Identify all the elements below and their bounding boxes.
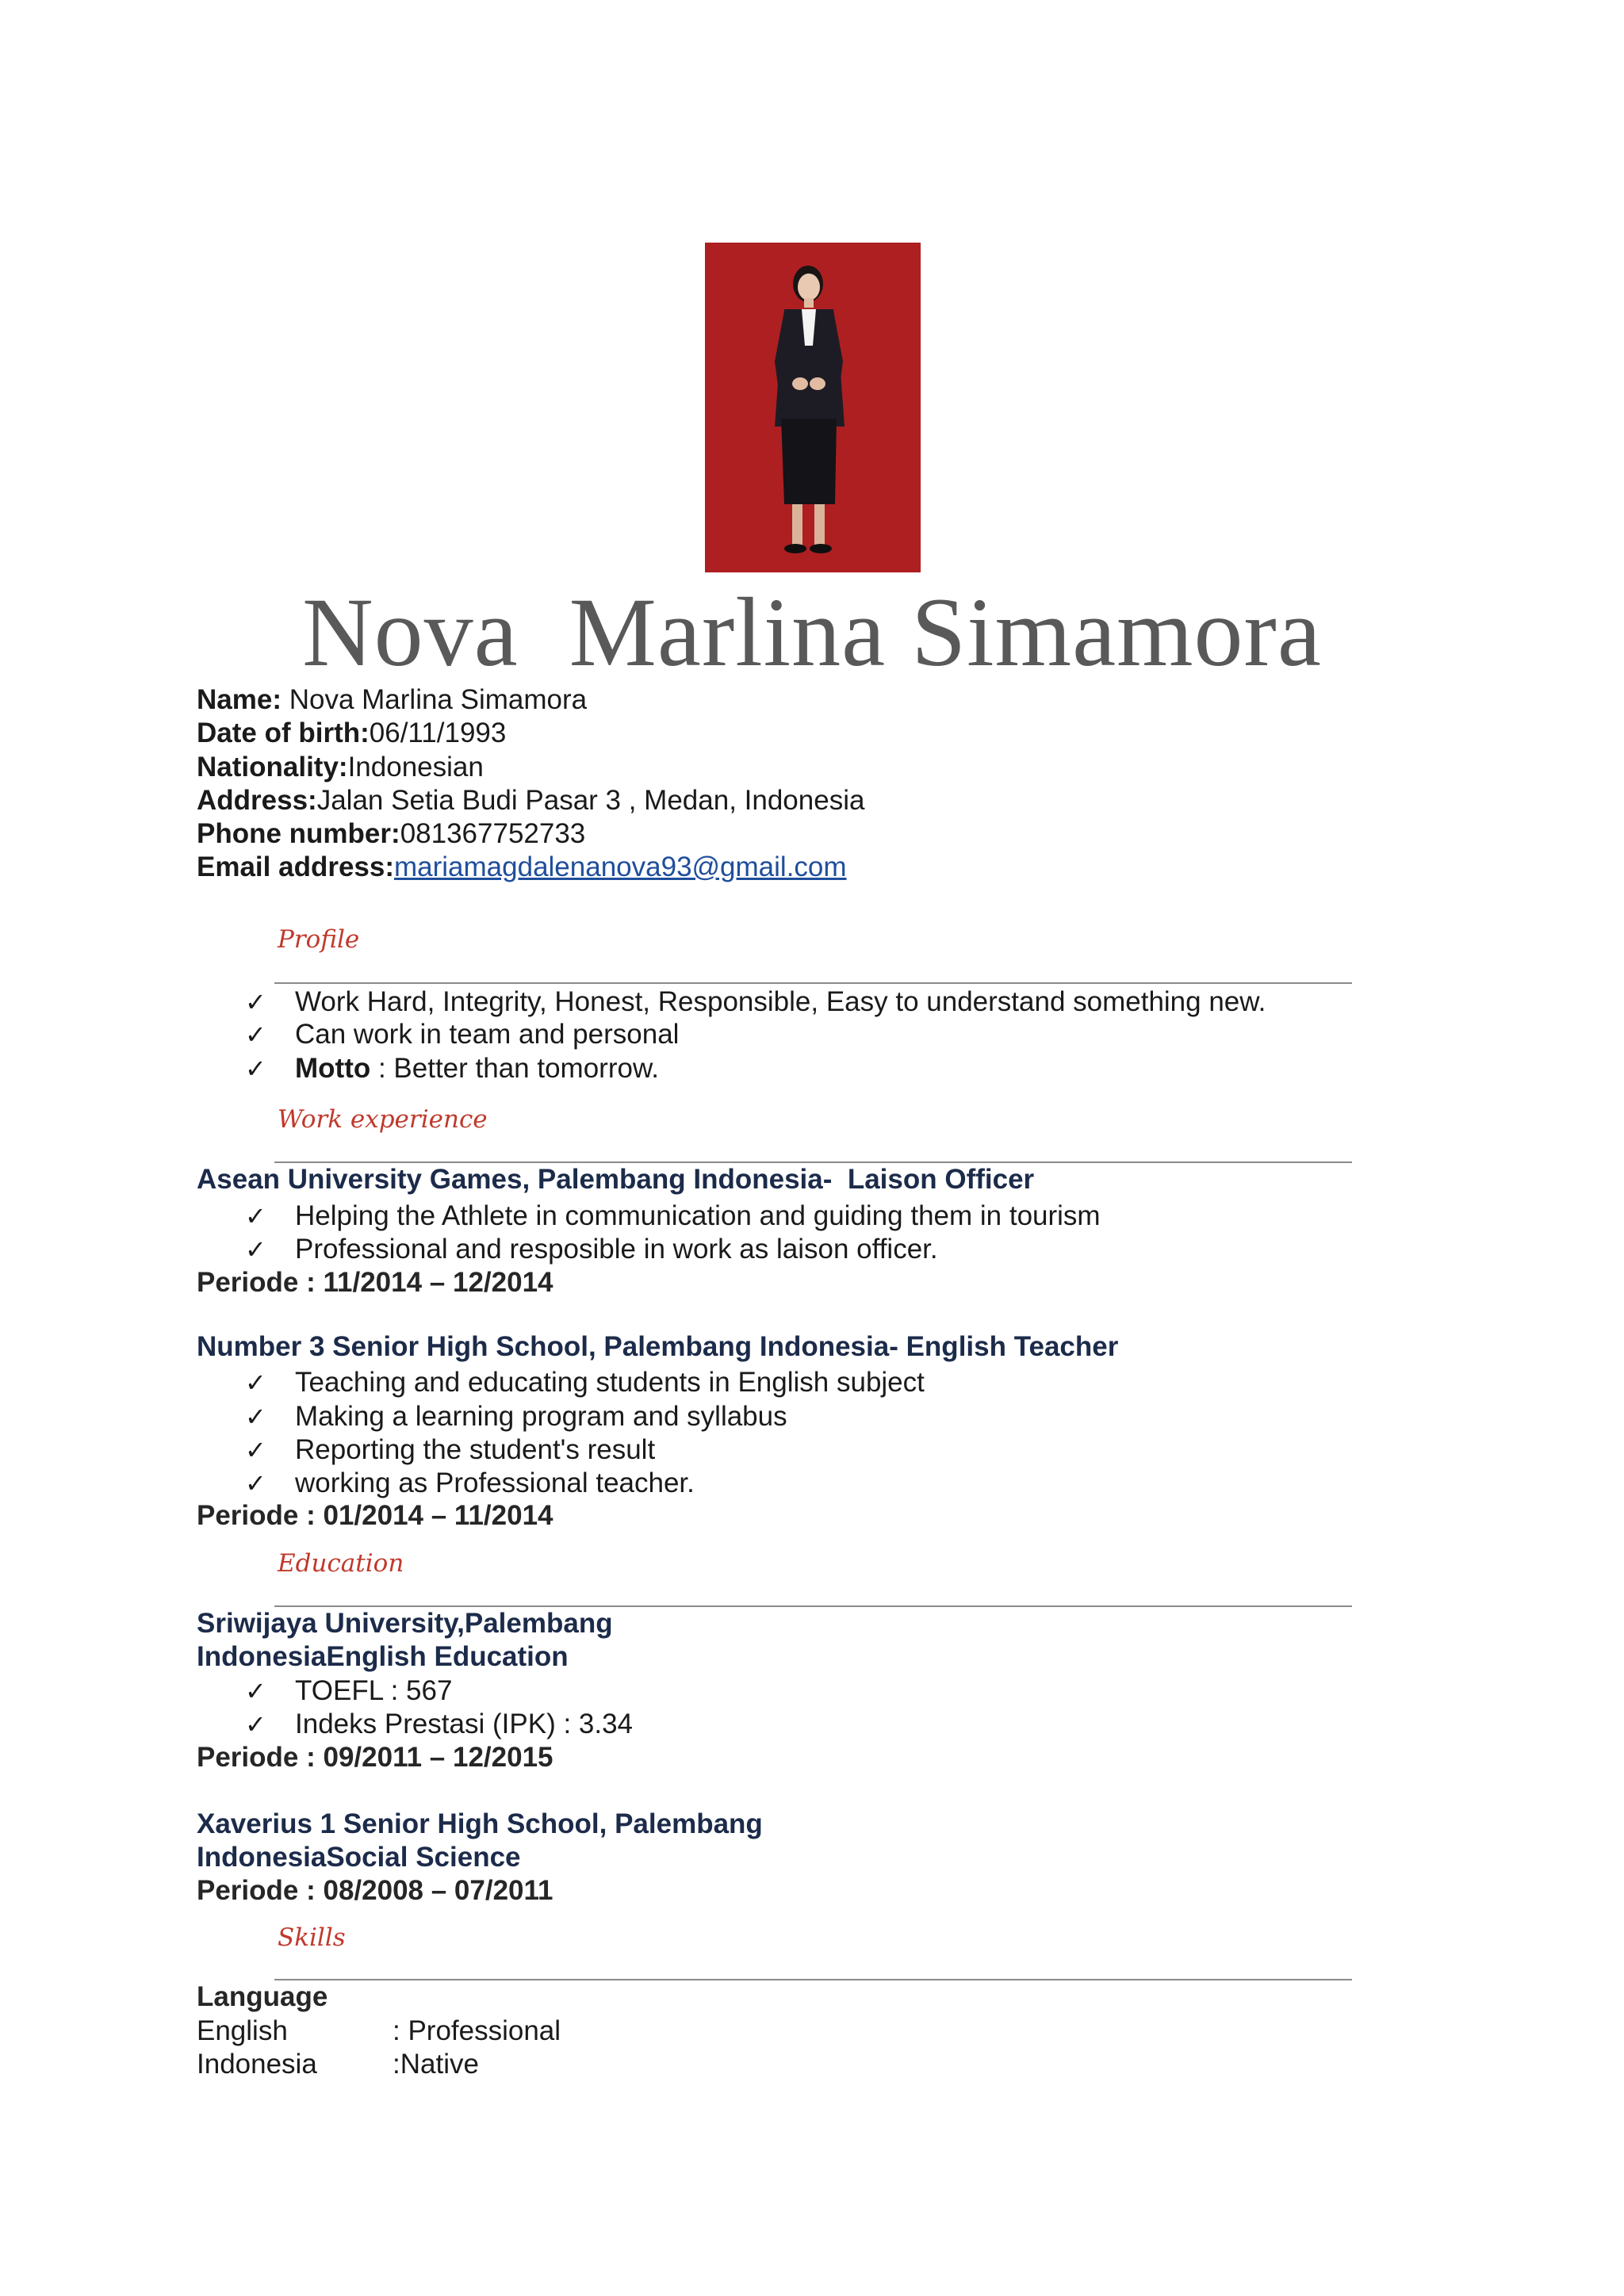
language-label: Language [197, 1981, 328, 2012]
address-row [197, 784, 864, 817]
profile-item-text: Work Hard, Integrity, Honest, Responsible, Easy to understand something new. [295, 986, 1266, 1017]
name-row [197, 683, 587, 717]
section-title-education: Education [278, 1549, 404, 1578]
list-item [245, 1233, 938, 1266]
language-name: English [197, 2015, 288, 2046]
list-item [245, 1366, 925, 1399]
motto-label: Motto [295, 1053, 371, 1084]
checkmark-icon: ✓ [245, 1234, 266, 1265]
school-bullet-text: Indeks Prestasi (IPK) : 3.34 [295, 1709, 634, 1739]
checkmark-icon: ✓ [245, 987, 266, 1017]
job-bullet-text: Reporting the student's result [295, 1434, 656, 1465]
list-item [245, 1433, 655, 1467]
dob-value: 06/11/1993 [369, 718, 507, 748]
language-level: : Professional [393, 2015, 561, 2046]
job-bullet-text: Teaching and educating students in English subject [295, 1367, 925, 1398]
job-bullet-text: working as Professional teacher. [295, 1468, 695, 1498]
school-periode: Periode : 08/2008 – 07/2011 [197, 1875, 553, 1906]
job-heading: Asean University Games, Palembang Indonesia- Laison Officer [197, 1164, 1035, 1195]
nationality-label: Nationality: [197, 752, 348, 783]
email-label: Email address: [197, 851, 394, 882]
name-label: Name: [197, 684, 282, 715]
list-item [245, 1674, 452, 1708]
checkmark-icon: ✓ [245, 1435, 266, 1465]
email-link[interactable]: mariamagdalenanova93@gmail.com [394, 851, 847, 882]
list-item [245, 1052, 659, 1085]
checkmark-icon: ✓ [245, 1201, 266, 1231]
checkmark-icon: ✓ [245, 1709, 266, 1739]
checkmark-icon: ✓ [245, 1468, 266, 1498]
checkmark-icon: ✓ [245, 1368, 266, 1398]
page-title: Nova Marlina Simamora [302, 578, 1322, 687]
job-bullet-text: Making a learning program and syllabus [295, 1401, 787, 1432]
dob-row [197, 717, 506, 750]
email-row [197, 851, 847, 884]
job-bullet-text: Professional and resposible in work as laison officer. [295, 1234, 938, 1265]
school-heading: Xaverius 1 Senior High School, Palembang [197, 1808, 763, 1839]
section-divider [274, 982, 1352, 984]
address-label: Address: [197, 785, 317, 816]
job-heading: Number 3 Senior High School, Palembang Indonesia- English Teacher [197, 1331, 1119, 1362]
checkmark-icon: ✓ [245, 1054, 266, 1084]
profile-item-text: Can work in team and personal [295, 1019, 680, 1050]
phone-label: Phone number: [197, 818, 400, 849]
name-value: Nova Marlina Simamora [281, 684, 588, 715]
phone-value: 081367752733 [400, 818, 586, 849]
list-item [245, 1200, 1101, 1233]
list-item [245, 1400, 787, 1433]
job-bullet-text: Helping the Athlete in communication and guiding them in tourism [295, 1200, 1101, 1231]
section-title-skills: Skills [278, 1923, 346, 1952]
school-heading: Sriwijaya University,Palembang [197, 1608, 613, 1639]
nationality-row [197, 751, 484, 784]
motto-value: : Better than tomorrow. [370, 1053, 660, 1084]
section-divider [274, 1979, 1352, 1980]
job-periode: Periode : 11/2014 – 12/2014 [197, 1267, 553, 1298]
checkmark-icon: ✓ [245, 1020, 266, 1050]
nationality-value: Indonesian [347, 752, 484, 783]
section-title-profile: Profile [278, 925, 360, 954]
list-item [245, 1708, 633, 1741]
school-bullet-text: TOEFL : 567 [295, 1675, 453, 1706]
language-name: Indonesia [197, 2049, 317, 2080]
list-item [245, 1467, 695, 1500]
job-periode: Periode : 01/2014 – 11/2014 [197, 1500, 553, 1531]
section-title-work: Work experience [278, 1105, 488, 1134]
phone-row [197, 817, 585, 851]
school-periode: Periode : 09/2011 – 12/2015 [197, 1742, 553, 1773]
school-heading-2: IndonesiaEnglish Education [197, 1641, 569, 1672]
checkmark-icon: ✓ [245, 1676, 266, 1706]
person-figure-icon [705, 243, 921, 572]
school-heading-2: IndonesiaSocial Science [197, 1842, 521, 1873]
address-value: Jalan Setia Budi Pasar 3 , Medan, Indonesia [316, 785, 865, 816]
profile-photo [705, 243, 921, 572]
list-item [245, 1018, 679, 1051]
language-level: :Native [393, 2049, 479, 2080]
dob-label: Date of birth: [197, 718, 370, 748]
list-item [245, 985, 1266, 1019]
checkmark-icon: ✓ [245, 1402, 266, 1432]
